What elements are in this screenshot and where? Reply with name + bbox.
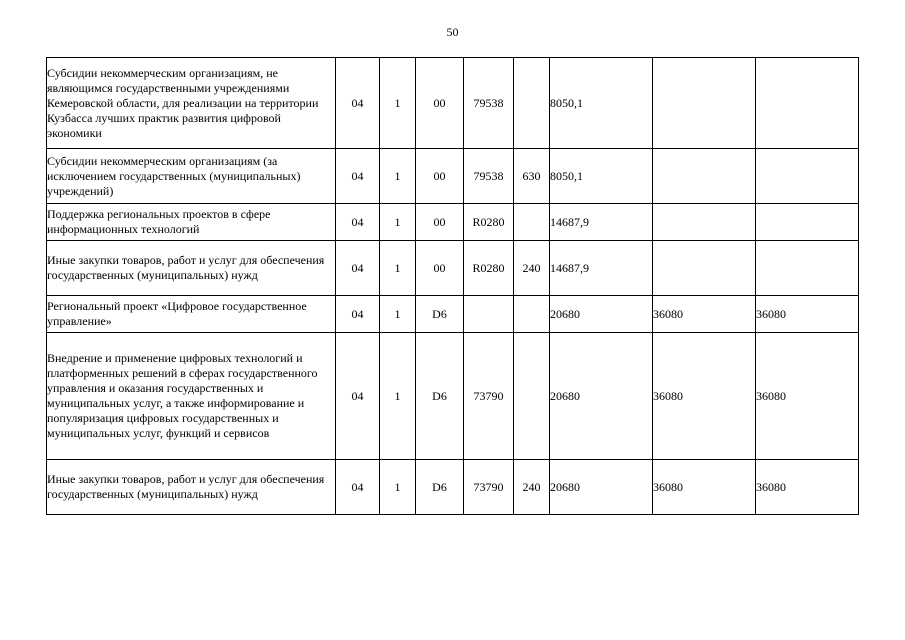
direction-cell: 73790	[464, 460, 514, 515]
expense-type-cell	[514, 333, 550, 460]
amount-year3-cell: 36080	[756, 460, 859, 515]
subprogram-cell: 1	[380, 333, 416, 460]
amount-year3-cell: 36080	[756, 333, 859, 460]
subprogram-cell: 1	[380, 204, 416, 241]
section-cell: 04	[336, 241, 380, 296]
code-cell: 00	[416, 58, 464, 149]
amount-year2-cell	[653, 58, 756, 149]
row-name-cell: Внедрение и применение цифровых технологий и платформенных решений в сферах государственного управления и оказания государственных и муниципальных услуг, а также информирование и популяризация цифровых государственных и муниципальных услуг, функций и сервисов	[47, 333, 336, 460]
amount-year1-cell: 8050,1	[550, 149, 653, 204]
amount-year2-cell	[653, 149, 756, 204]
amount-year1-cell: 20680	[550, 296, 653, 333]
section-cell: 04	[336, 296, 380, 333]
amount-year3-cell	[756, 58, 859, 149]
amount-year1-cell: 14687,9	[550, 204, 653, 241]
code-cell: 00	[416, 241, 464, 296]
expense-type-cell: 240	[514, 460, 550, 515]
row-name-cell: Субсидии некоммерческим организациям, не являющимся государственными учреждениями Кемеровской области, для реализации на территории Кузбасса лучших практик развития цифровой экономики	[47, 58, 336, 149]
amount-year1-cell: 20680	[550, 460, 653, 515]
direction-cell: 79538	[464, 149, 514, 204]
expense-type-cell	[514, 58, 550, 149]
amount-year2-cell: 36080	[653, 296, 756, 333]
row-name-cell: Иные закупки товаров, работ и услуг для обеспечения государственных (муниципальных) нужд	[47, 241, 336, 296]
row-name-cell: Региональный проект «Цифровое государственное управление»	[47, 296, 336, 333]
table-row	[47, 204, 859, 241]
row-name-cell: Поддержка региональных проектов в сфере информационных технологий	[47, 204, 336, 241]
section-cell: 04	[336, 58, 380, 149]
expense-type-cell: 630	[514, 149, 550, 204]
direction-cell: R0280	[464, 241, 514, 296]
code-cell: 00	[416, 149, 464, 204]
table-row	[47, 333, 859, 460]
row-name-cell: Субсидии некоммерческим организациям (за исключением государственных (муниципальных) учреждений)	[47, 149, 336, 204]
direction-cell	[464, 296, 514, 333]
amount-year1-cell: 20680	[550, 333, 653, 460]
table-row	[47, 460, 859, 515]
section-cell: 04	[336, 149, 380, 204]
subprogram-cell: 1	[380, 296, 416, 333]
code-cell: 00	[416, 204, 464, 241]
direction-cell: 73790	[464, 333, 514, 460]
subprogram-cell: 1	[380, 58, 416, 149]
amount-year2-cell	[653, 204, 756, 241]
subprogram-cell: 1	[380, 149, 416, 204]
subprogram-cell: 1	[380, 241, 416, 296]
amount-year2-cell: 36080	[653, 333, 756, 460]
expense-type-cell	[514, 296, 550, 333]
subprogram-cell: 1	[380, 460, 416, 515]
row-name-cell: Иные закупки товаров, работ и услуг для обеспечения государственных (муниципальных) нужд	[47, 460, 336, 515]
amount-year3-cell	[756, 204, 859, 241]
amount-year1-cell: 8050,1	[550, 58, 653, 149]
code-cell: D6	[416, 460, 464, 515]
section-cell: 04	[336, 460, 380, 515]
direction-cell: 79538	[464, 58, 514, 149]
amount-year3-cell	[756, 241, 859, 296]
table-row	[47, 296, 859, 333]
table-row	[47, 241, 859, 296]
amount-year2-cell	[653, 241, 756, 296]
amount-year3-cell	[756, 149, 859, 204]
section-cell: 04	[336, 333, 380, 460]
direction-cell: R0280	[464, 204, 514, 241]
page-number: 50	[446, 25, 459, 39]
table-row	[47, 58, 859, 149]
code-cell: D6	[416, 333, 464, 460]
table-row	[47, 149, 859, 204]
amount-year2-cell: 36080	[653, 460, 756, 515]
section-cell: 04	[336, 204, 380, 241]
expense-type-cell	[514, 204, 550, 241]
expense-type-cell: 240	[514, 241, 550, 296]
budget-table	[46, 57, 859, 515]
amount-year3-cell: 36080	[756, 296, 859, 333]
amount-year1-cell: 14687,9	[550, 241, 653, 296]
code-cell: D6	[416, 296, 464, 333]
